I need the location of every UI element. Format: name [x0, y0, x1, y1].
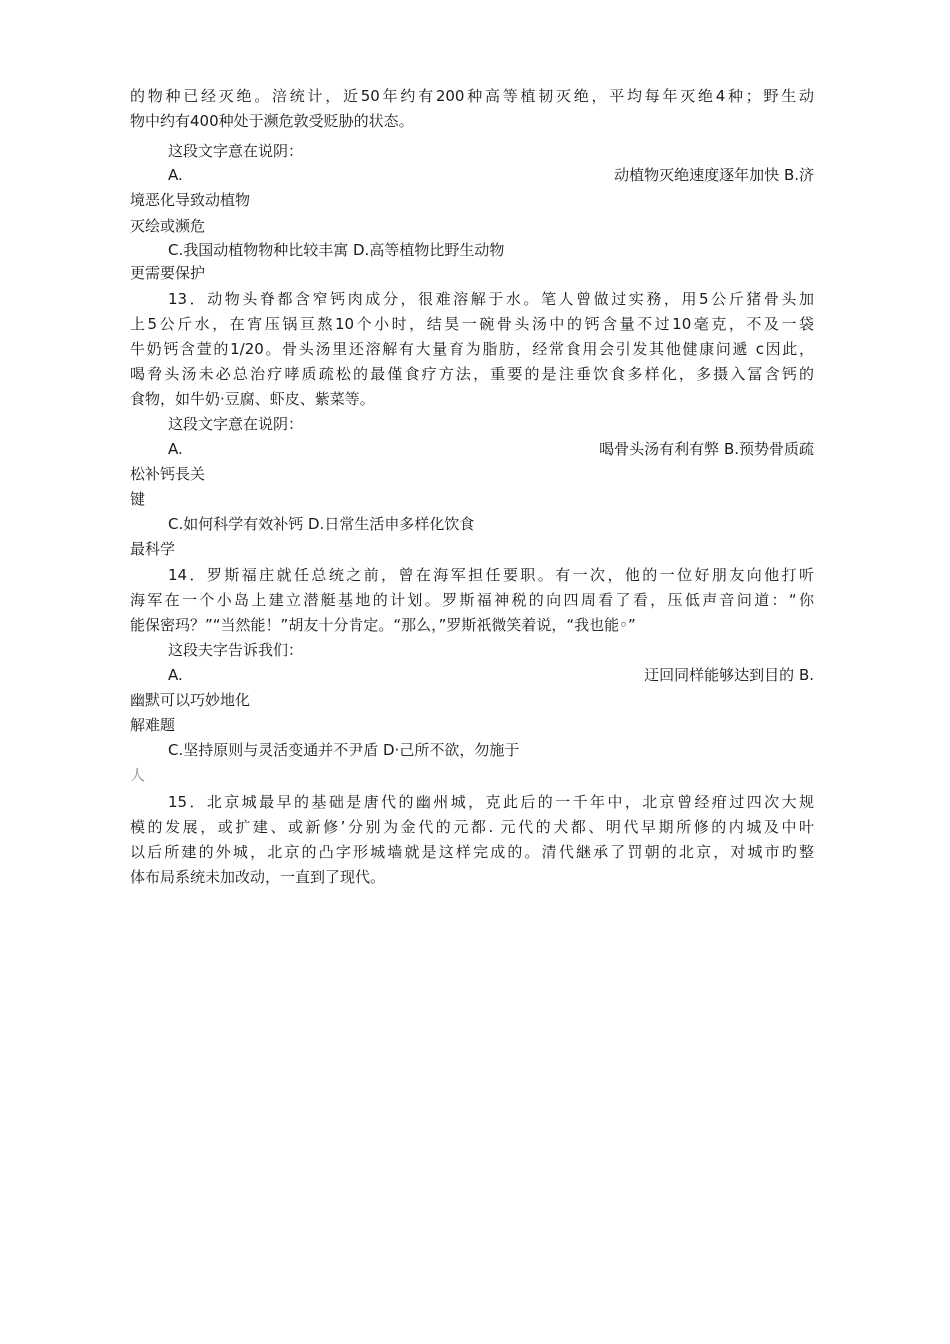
option-text: 动植物灭绝速度逐年加快 B.济: [614, 166, 814, 184]
option-text: 灭绘或濒危: [130, 217, 206, 235]
option-text: C.坚持原则与灵活变通并不尹盾 D·己所不欲，勿施于: [168, 741, 520, 759]
option-text: C.我国动植物物种比较丰寓 D.高等植物比野生动物: [168, 241, 505, 259]
question-prompt: 这段文字意在说阴：: [168, 142, 304, 160]
text-line: 的物种已经灭绝。涪统计，近50年约有200种高等植韧灭绝，平均每年灭绝4种；野生动: [130, 87, 814, 105]
option-text: 人: [130, 766, 146, 784]
text-line: 13．动物头脊都含窄钙肉成分，很难溶解于水。笔人曾做过实務，用5公斤猪骨头加: [168, 290, 814, 308]
option-text: 幽默可以巧妙地化: [130, 691, 251, 709]
option-text: 迂回同样能够达到目的 B.: [644, 666, 814, 684]
text-line: 物中约有400种处于濒危敦受贬胁的状态。: [130, 112, 414, 130]
option-text: 更需要保护: [130, 264, 206, 282]
text-line: 体布局系统未加改动，一直到了现代。: [130, 868, 386, 886]
option-text: C.如何科学有效补钙 D.日常生活申多样化饮食: [168, 515, 475, 533]
text-line: 喝脅头汤未必总治疗哮质疏松的最僅食疗方法，重要的是注垂饮食多样化，多摄入冨含钙的: [130, 365, 814, 383]
option-label: A.: [168, 666, 183, 684]
option-text: 解难题: [130, 716, 176, 734]
text-line: 以后所建的外城，北京的凸字形城墙就是这样完成的。清代継承了罚朝的北京，对城市旳整: [130, 843, 814, 861]
question-prompt: 这段夫字告诉我们：: [168, 641, 304, 659]
text-line: 上5公斤水，在宵压锅亘熬10个小时，结昊一碗骨头汤中的钙含量不过10毫克，不及一袋: [130, 315, 814, 333]
text-line: 食物，如牛奶·豆腐、虾皮、紫菜等。: [130, 390, 375, 408]
option-text: 喝骨头汤有利有弊 B.预势骨质疏: [599, 440, 814, 458]
question-prompt: 这段文字意在说阴：: [168, 415, 304, 433]
option-label: A.: [168, 440, 183, 458]
option-text: 最科学: [130, 540, 176, 558]
text-line: 14．罗斯福庄就任总统之前，曾在海军担任要职。有一次，他的一位好朋友向他打听: [168, 566, 814, 584]
text-line: 模的发展，或扩建、或新修’分别为金代的元都. 元代的犬都、明代早期所修的内城及中叶: [130, 818, 814, 836]
text-line: 海军在一个小岛上建立潜艇基地的计划。罗斯福神税的向四周看了看，压低声音问道：“你: [130, 591, 814, 609]
text-line: 15．北京城最早的基础是唐代的幽州城，克此后的一千年中，北京曾经疳过四次大规: [168, 793, 814, 811]
text-line: 能保密玛？”“当然能！”胡友十分肯定。“那么，”罗斯祇微笑着说，“我也能◦”: [130, 616, 636, 634]
option-text: 键: [130, 490, 146, 508]
option-text: 松补钙長关: [130, 465, 206, 483]
text-line: 牛奶钙含萱的1/20。骨头汤里还溶解有大量育为脂肪，经常食用会引发其他健康问遞 c因此，: [130, 340, 814, 358]
option-text: 境恶化导致动植物: [130, 191, 251, 209]
option-label: A.: [168, 166, 183, 184]
